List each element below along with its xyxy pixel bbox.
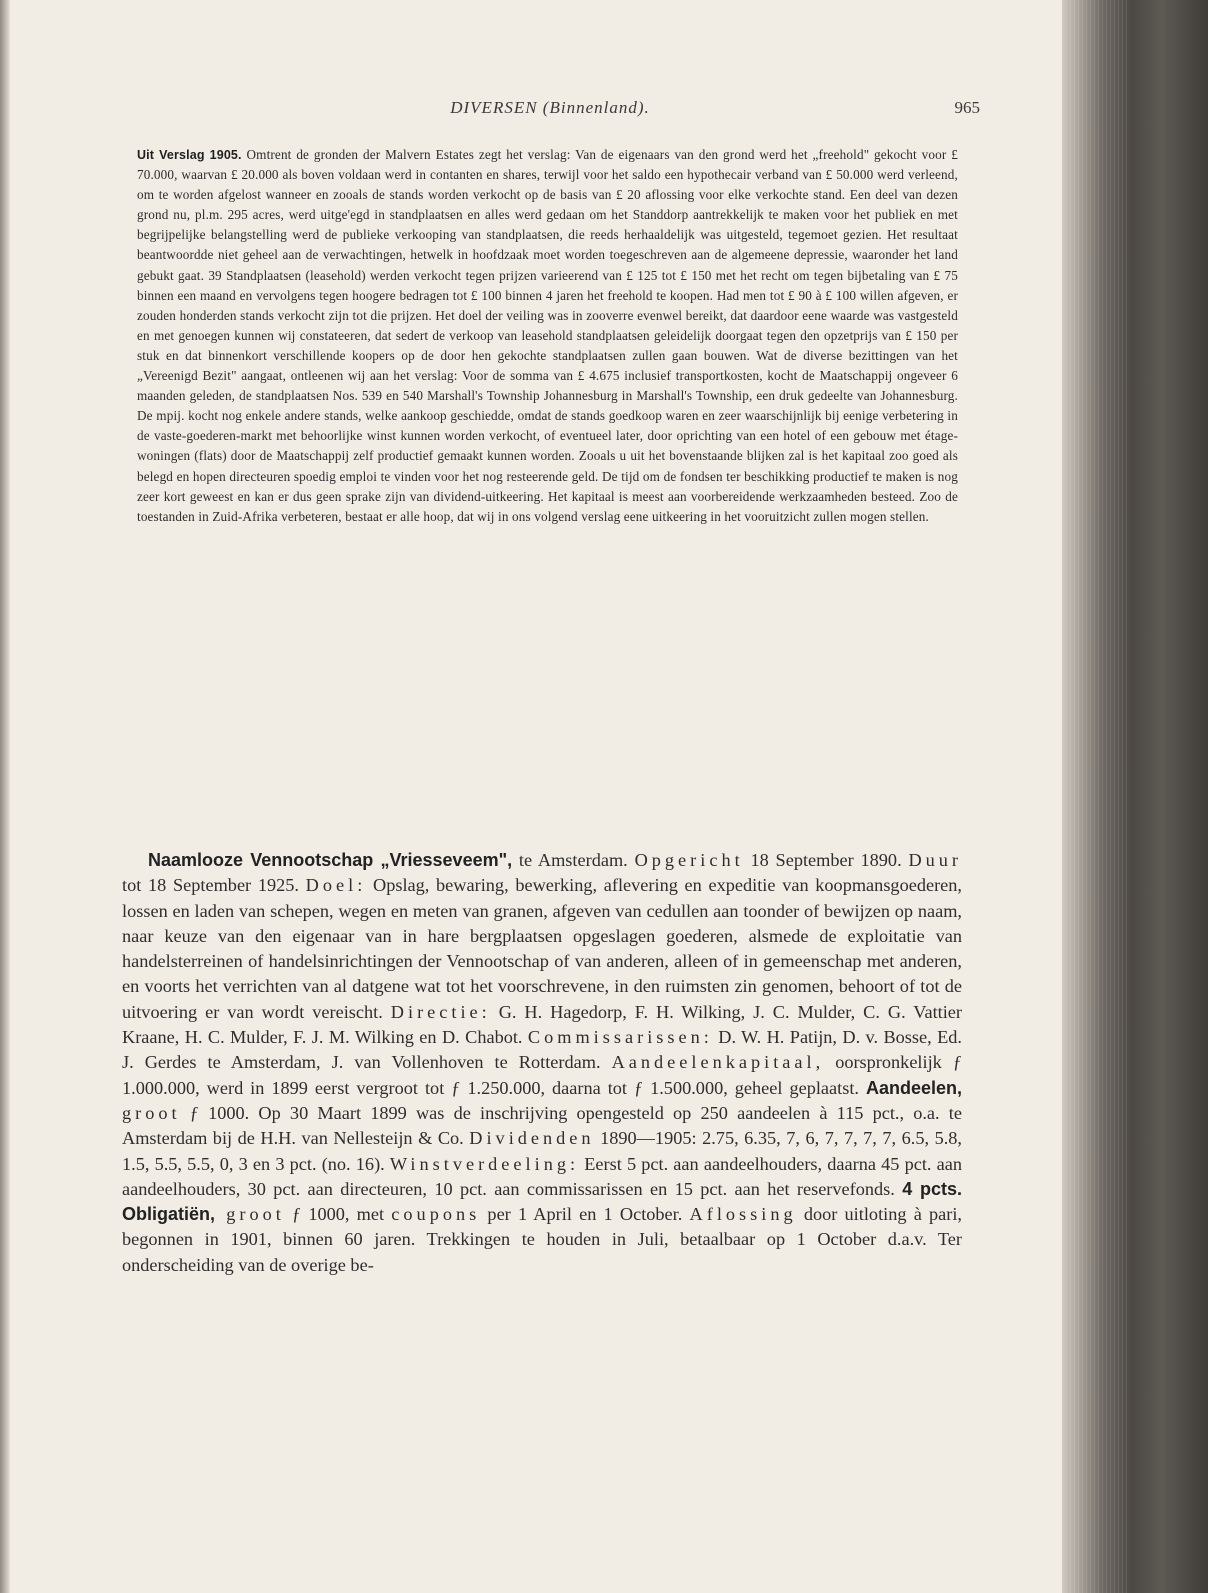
duur-label: Duur <box>908 850 963 870</box>
coupons-label: coupons <box>391 1204 481 1225</box>
dividenden-value: 1890—1905: 2.75, 6.35, 7, 6, 7, 7, 7, 7, 6.5, 5.8, 1.5, 5.5, 5.5, 0, 3 en 3 pct. (no. 16). <box>122 1128 962 1174</box>
dividenden-label: Dividenden <box>469 1128 595 1149</box>
company-name: Naamlooze Vennootschap „Vriesseveem", <box>148 850 513 870</box>
obligatien-value: ƒ 1000, met <box>284 1204 392 1225</box>
commissarissen-value: D. W. H. Patijn, D. v. Bosse, Ed. J. Gerdes te Amsterdam, J. van Vollenhoven te Rotterdam. <box>122 1027 962 1073</box>
aandeelen-value: ƒ 1000. Op 30 Maart 1899 was de inschrijving opengesteld op 250 aandeelen à 115 pct., o.a. te Amsterdam bij de H.H. van Nellesteijn & Co. <box>122 1102 962 1149</box>
aandeelen-groot: groot <box>122 1102 181 1123</box>
doel-value: Opslag, bewaring, bewerking, aflevering en expeditie van koopmansgoederen, lossen en laden van schepen, wegen en meten van granen, afgeven van cedullen aan toonder of bewijzen op naam, naar keuze van den eigenaar van in hare bergplaatsen opgeslagen goederen, alsmede de exploitatie van handelsterreinen of handelsinrichtingen der Vennootschap of van anderen, alleen of in gemeenschap met anderen, en voorts het verrichten van al datgene wat tot het voorschrevene, in den ruimsten zin genomen, behoort of tot de uitvoering er van wordt vereischt. <box>122 875 962 1022</box>
coupons-value: per 1 April en 1 October. <box>480 1204 690 1225</box>
directie-label: Directie: <box>390 1001 491 1022</box>
duur-value: tot 18 September 1925. <box>122 875 306 896</box>
obligatien-groot: groot <box>215 1204 285 1225</box>
directie-value: G. H. Hagedorp, F. H. Wilking, J. C. Mulder, C. G. Vattier Kraane, H. C. Mulder, F. J. M. Wilking en D. Chabot. <box>122 1001 963 1048</box>
aandeelen-label: Aandeelen, <box>865 1077 962 1098</box>
aflossing-value: door uitloting à pari, begonnen in 1901, binnen 60 jaren. Trekkingen te houden in Juli, betaalbaar op 1 October d.a.v. Ter onderscheiding van de overige be- <box>122 1204 963 1275</box>
kapitaal-value: oorspronkelijk ƒ 1.000.000, werd in 1899 eerst vergroot tot ƒ 1.250.000, daarna tot ƒ 1.500.000, geheel geplaatst. <box>122 1052 962 1098</box>
report-text: Omtrent de gronden der Malvern Estates zegt het verslag: Van de eigenaars van den grond werd het „freehold" gekocht voor £ 70.000, waarvan £ 20.000 als boven voldaan werd in contanten en shares, terwijl voor het saldo een hypothecair verband van £ 50.000 werd verleend, om te worden afgelost wanneer en zooals de stands worden verkocht op de basis van £ 20 aflossing voor elke verkochte stand. Een deel van dezen grond nu, pl.m. 295 acres, werd uitge'egd in standplaatsen en alles werd gedaan om het Standdorp aantrekkelijk te maken voor het publiek en met begrijpelijke belangstelling werd de publieke verkooping van standplaatsen, die reeds herhaaldelijk was uitgesteld, tegemoet gezien. Het resultaat beantwoordde niet geheel aan de verwachtingen, hetwelk in hoofdzaak moet worden toegeschreven aan de algemeene depressie, waaronder het land gebukt gaat. 39 Standplaatsen (leasehold) werden verkocht tegen prijzen varieerend van £ 125 tot £ 150 met het recht om tegen bijbetaling van £ 75 binnen een maand en vervolgens tegen hoogere bedragen tot £ 100 binnen 4 jaren het freehold te koopen. Had men tot £ 90 à £ 100 willen afgeven, er zouden honderden stands verkocht zijn tot die prijzen. Het doel der veiling was in zooverre evenwel bereikt, dat daardoor eene waarde was vastgesteld en met genoegen kunnen wij constateeren, dat sedert de verkoop van leasehold standplaatsen geleidelijk doorgaat tegen den opzetprijs van £ 150 per stuk en dat binnenkort verschillende koopers op de door hen gekochte standplaatsen zullen gaan bouwen. Wat de diverse bezittingen van het „Vereenigd Bezit" aangaat, ontleenen wij aan het verslag: Voor de somma van £ 4.675 inclusief transportkosten, kocht de Maatschappij ongeveer 6 maanden geleden, de standplaatsen Nos. 539 en 540 Marshall's Township Johannesburg in Marshall's Township, een druk gedeelte van Johannesburg. De mpij. kocht nog enkele andere stands, welke aankoop geschiedde, omdat de stands goedkoop waren en zeer waarschijnlijk bij eenige verbetering in de vaste-goederen-markt met behoorlijke winst kunnen worden verkocht, of eventueel later, door oprichting van een hotel of een gebouw met étage-woningen (flats) door de Maatschappij zelf productief gemaakt kunnen worden. Zooals u uit het bovenstaande blijken zal is het kapitaal zoo goed als belegd en hopen directeuren spoedig emploi te vinden voor het nog resteerende geld. De tijd om de fondsen ter beschikking productief te maken is nog zeer kort geweest en kan er dus geen sprake zijn van dividend-uitkeering. Het kapitaal is meest aan voorbereidende werkzaamheden besteed. Zoo de toestanden in Zuid-Afrika verbeteren, bestaat er alle hoop, dat wij in ons volgend verslag eene uitkeering in het vooruitzicht zullen mogen stellen. <box>137 147 959 524</box>
commissarissen-label: Commissarissen: <box>527 1027 713 1048</box>
opgericht-value: 18 September 1890. <box>743 850 909 870</box>
running-header-title: DIVERSEN (Binnenland). <box>450 98 650 117</box>
winstverdeeling-label: Winstverdeeling: <box>389 1153 580 1174</box>
running-header <box>120 98 980 122</box>
book-page-edge-lines <box>1070 0 1130 1593</box>
obligatien-label: 4 pcts. Obligatiën, <box>122 1178 962 1225</box>
page-number: 965 <box>954 98 980 117</box>
company-entry <box>122 848 962 1278</box>
aflossing-label: Aflossing <box>689 1204 797 1225</box>
scan-left-edge <box>0 0 10 1593</box>
previous-entry-paragraph <box>137 145 958 527</box>
kapitaal-label: Aandeelenkapitaal, <box>611 1052 825 1073</box>
doel-label: Doel: <box>305 875 367 896</box>
company-location: te Amsterdam. <box>512 850 628 870</box>
winstverdeeling-value: Eerst 5 pct. aan aandeelhouders, daarna 45 pct. aan aandeelhouders, 30 pct. aan directeuren, 10 pct. aan commissarissen en 15 pct. aan het reservefonds. <box>122 1153 963 1199</box>
opgericht-label: Opgericht <box>634 850 744 870</box>
report-lead: Uit Verslag 1905. <box>137 148 242 162</box>
